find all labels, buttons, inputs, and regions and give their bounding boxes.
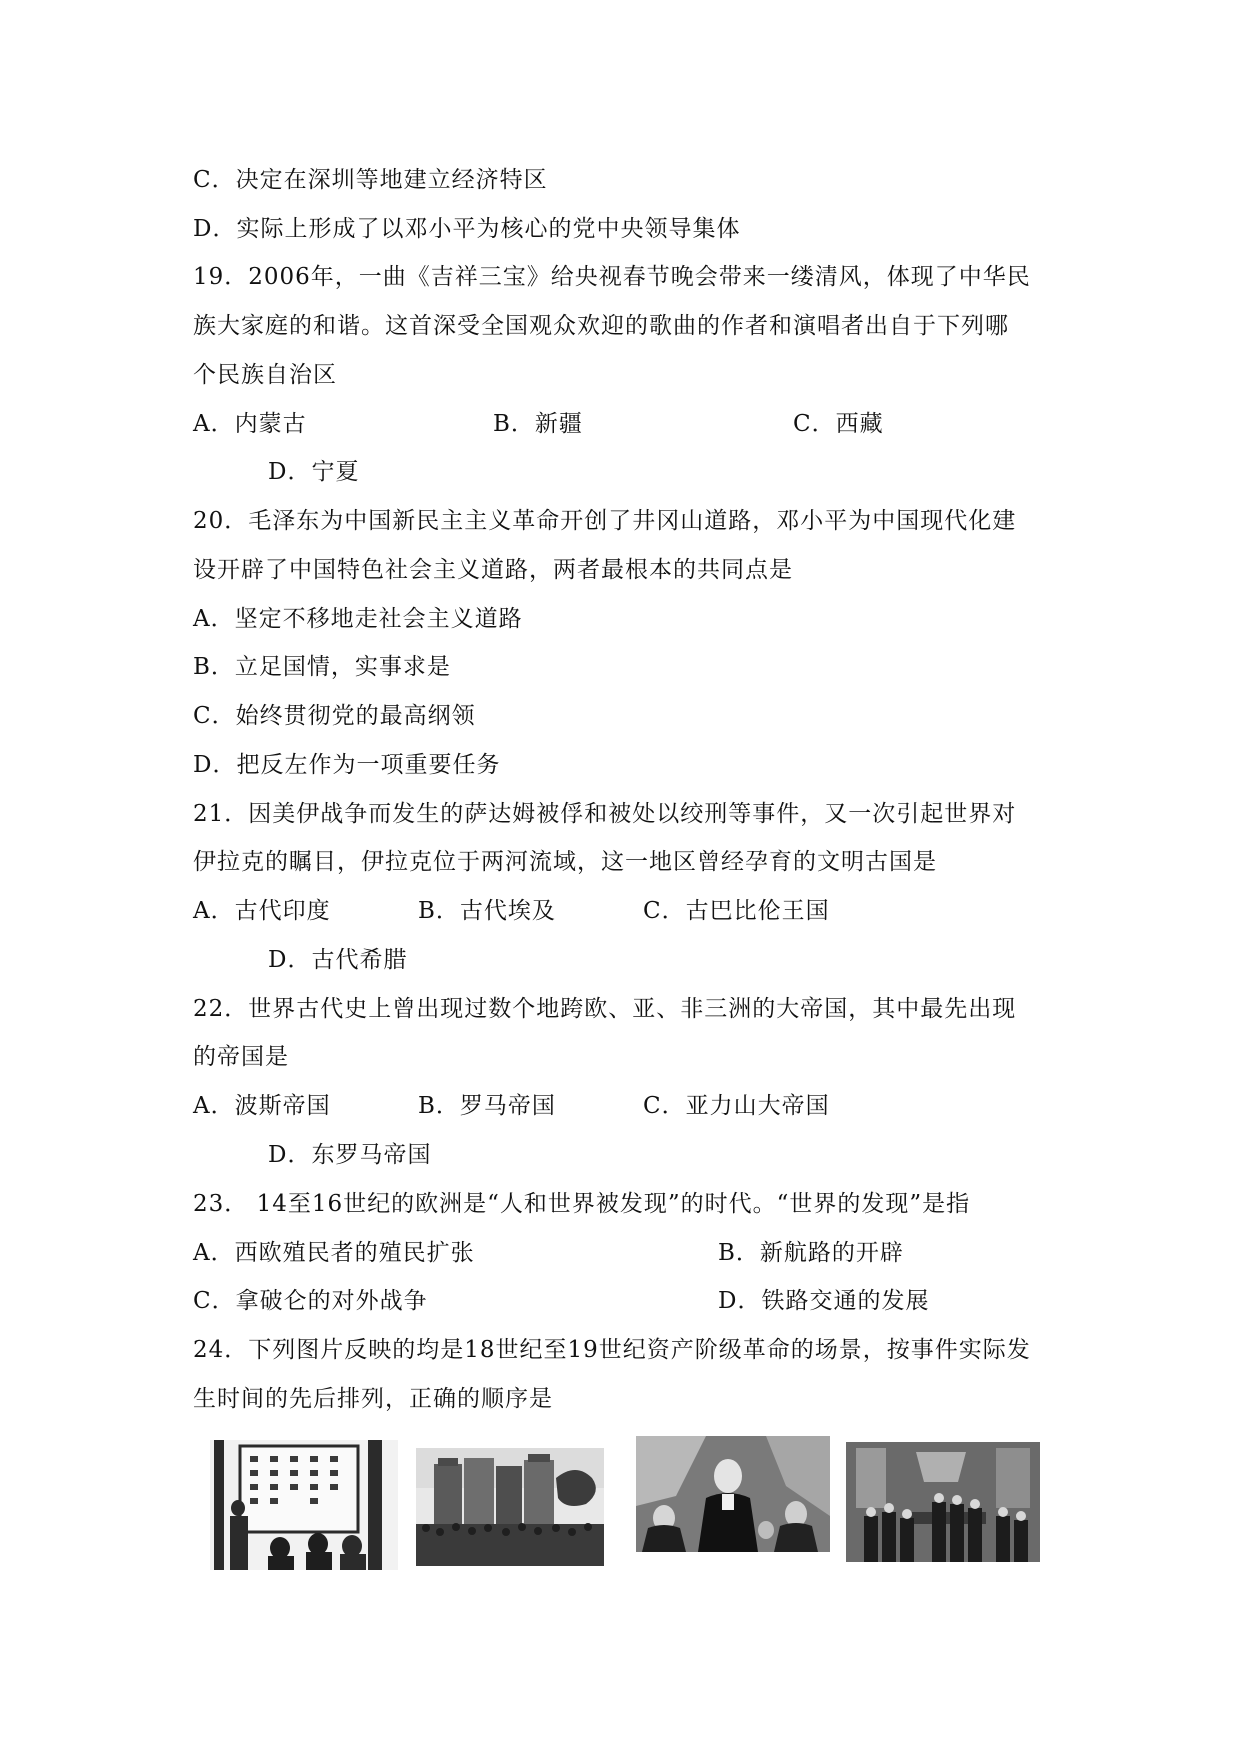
q19-option-d: D．宁夏 [268,459,360,485]
q20-option-b: B．立足国情，实事求是 [193,654,451,680]
q23-option-c: C．拿破仑的对外战争 [193,1288,428,1314]
q24-stem-line2: 生时间的先后排列，正确的顺序是 [193,1386,553,1412]
q20-option-d: D．把反左作为一项重要任务 [193,752,501,778]
q19-option-a: A．内蒙古 [193,411,307,437]
q21-option-b: B．古代埃及 [418,898,556,924]
q19-stem-line1: 19．2006年，一曲《吉祥三宝》给央视春节晚会带来一缕清风，体现了中华民 [193,264,1031,290]
q23-option-b: B．新航路的开辟 [718,1240,904,1266]
q19-option-c: C．西藏 [793,411,884,437]
assembly-painting-photo [846,1442,1040,1562]
q24-stem-line1: 24．下列图片反映的均是18世纪至19世纪资产阶级革命的场景，按事件实际发 [193,1337,1031,1363]
q22-option-b: B．罗马帝国 [418,1093,556,1119]
q21-stem-line2: 伊拉克的瞩目，伊拉克位于两河流域，这一地区曾经孕育的文明古国是 [193,849,937,875]
q21-stem-line1: 21．因美伊战争而发生的萨达姆被俘和被处以绞刑等事件，又一次引起世界对 [193,801,1017,827]
classroom-photo [210,1440,398,1570]
q19-stem-line3: 个民族自治区 [193,362,337,388]
q22-stem-line2: 的帝国是 [193,1044,289,1070]
q24-image-row [0,1432,1241,1572]
q22-option-a: A．波斯帝国 [193,1093,331,1119]
q23-stem-line1: 23． 14至16世纪的欧洲是“人和世界被发现”的时代。“世界的发现”是指 [193,1191,971,1217]
q21-option-c: C．古巴比伦王国 [643,898,830,924]
q23-option-a: A．西欧殖民者的殖民扩张 [193,1240,475,1266]
q20-option-c: C．始终贯彻党的最高纲领 [193,703,476,729]
q21-option-d: D．古代希腊 [268,947,408,973]
q22-option-c: C．亚力山大帝国 [643,1093,830,1119]
q20-option-a: A．坚定不移地走社会主义道路 [193,606,523,632]
q21-option-a: A．古代印度 [193,898,331,924]
portrait-group-photo [636,1436,830,1552]
q20-stem-line1: 20．毛泽东为中国新民主主义革命开创了井冈山道路，邓小平为中国现代化建 [193,508,1017,534]
fortress-crowd-photo [416,1448,604,1566]
q22-option-d: D．东罗马帝国 [268,1142,432,1168]
q19-stem-line2: 族大家庭的和谐。这首深受全国观众欢迎的歌曲的作者和演唱者出自于下列哪 [193,313,1009,339]
q23-option-d: D．铁路交通的发展 [718,1288,930,1314]
q22-stem-line1: 22．世界古代史上曾出现过数个地跨欧、亚、非三洲的大帝国，其中最先出现 [193,996,1017,1022]
q20-stem-line2: 设开辟了中国特色社会主义道路，两者最根本的共同点是 [193,557,793,583]
q18-option-d: D．实际上形成了以邓小平为核心的党中央领导集体 [193,216,741,242]
q18-option-c: C．决定在深圳等地建立经济特区 [193,167,548,193]
q19-option-b: B．新疆 [493,411,583,437]
